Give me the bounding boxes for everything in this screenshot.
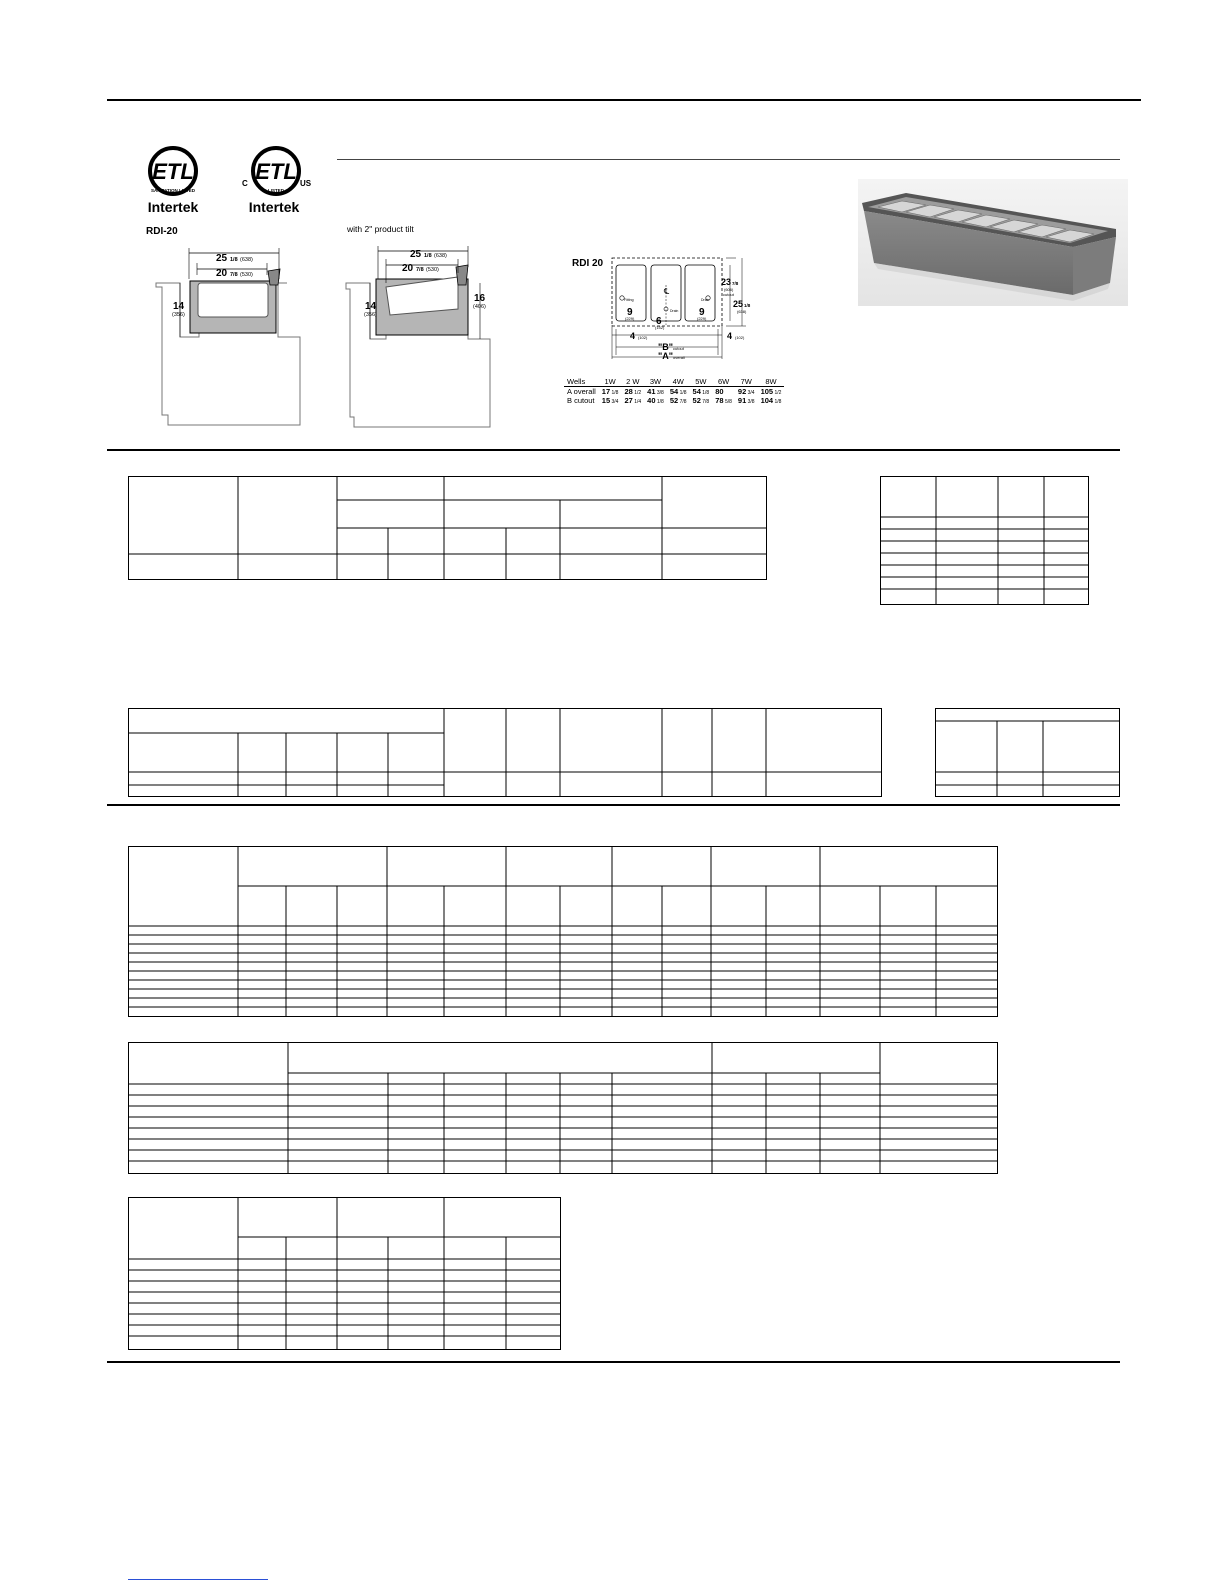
etl-sanitation-logo: [138, 145, 208, 215]
spec-table-4: [935, 708, 1120, 797]
svg-text:US: US: [300, 179, 312, 188]
svg-text:Drain: Drain: [670, 309, 679, 313]
svg-text:9: 9: [627, 307, 633, 318]
wells-value-fraction: 1/4: [632, 399, 642, 405]
svg-text:℄: ℄: [664, 287, 670, 296]
svg-text:ETL: ETL: [152, 159, 194, 184]
wells-value-whole: 17: [601, 387, 611, 396]
wells-value-cell: [667, 387, 690, 397]
drawing-left-model: RDI-20: [146, 226, 178, 237]
wells-value-whole: 52: [692, 396, 701, 405]
wells-value-cell: [758, 387, 785, 397]
product-photo: [858, 179, 1128, 306]
svg-text:7/8: 7/8: [732, 281, 739, 286]
wells-value-fraction: 5/8: [723, 399, 732, 405]
svg-text:(102): (102): [735, 335, 745, 340]
svg-text:7/8: 7/8: [230, 272, 238, 278]
wells-value-whole: 27: [624, 396, 633, 405]
top-rule: [107, 99, 1141, 101]
wells-value-fraction: 3/8: [655, 390, 664, 396]
svg-text:(229): (229): [625, 316, 635, 321]
wells-value-whole: 91: [737, 396, 747, 405]
wells-value-cell: [758, 396, 785, 405]
svg-text:(406): (406): [473, 304, 486, 310]
wells-value-whole: 105: [760, 387, 774, 396]
svg-text:(356): (356): [172, 312, 185, 318]
svg-text:16: 16: [474, 293, 486, 304]
svg-text:(530): (530): [240, 272, 253, 278]
etl-listed-icon: [234, 145, 324, 217]
spec-table-1: [128, 476, 767, 580]
wells-header-cell: 2 W: [621, 377, 644, 387]
wells-value-cell: [599, 396, 622, 405]
svg-text:25: 25: [216, 253, 228, 264]
wells-value-cell: [599, 387, 622, 397]
svg-text:23: 23: [721, 277, 732, 287]
wells-value-cell: [621, 387, 644, 397]
plan-view-model: RDI 20: [572, 258, 604, 269]
svg-text:6: 6: [656, 316, 662, 327]
svg-text:C: C: [242, 179, 248, 188]
wells-value-whole: 40: [647, 396, 656, 405]
wells-value-fraction: 3/4: [610, 399, 619, 405]
wells-value-fraction: 7/8: [700, 399, 710, 405]
wells-header-cell: 3W: [644, 377, 667, 387]
wells-value-cell: [644, 396, 667, 405]
wells-value-fraction: 1/8: [655, 399, 664, 405]
wells-row: [564, 387, 784, 397]
svg-text:SANITATION LISTED: SANITATION LISTED: [150, 188, 196, 193]
wells-value-whole: 15: [601, 396, 611, 405]
wells-value-cell: [690, 396, 713, 405]
wells-value-fraction: 1/2: [773, 390, 782, 396]
wells-value-fraction: 3/8: [746, 399, 755, 405]
svg-text:"B": "B": [658, 342, 674, 352]
svg-text:(102): (102): [638, 335, 648, 340]
section-rule-1: [107, 449, 1120, 451]
svg-text:LISTED: LISTED: [267, 188, 285, 193]
wells-row-label: B cutout: [567, 396, 595, 405]
svg-text:(606): (606): [724, 287, 734, 292]
svg-text:9: 9: [699, 307, 705, 318]
svg-text:(530): (530): [426, 267, 439, 273]
svg-text:14: 14: [365, 301, 377, 312]
wells-value-cell: [712, 396, 735, 405]
svg-text:20: 20: [216, 268, 228, 279]
wells-header-cell: 8W: [758, 377, 785, 387]
svg-text:overall: overall: [673, 355, 685, 360]
drawing-mid-caption: with 2" product tilt: [347, 224, 414, 234]
spec-table-6: [128, 1042, 999, 1175]
wells-row: [564, 396, 784, 405]
footer-link[interactable]: [128, 1579, 268, 1580]
cross-section-tilt-drawing: [340, 243, 500, 430]
wells-value-fraction: 1/8: [700, 390, 710, 396]
wells-value-fraction: 1/8: [773, 399, 782, 405]
wells-row-label: A overall: [567, 387, 596, 396]
svg-text:1/8: 1/8: [744, 303, 751, 308]
spec-table-2: [880, 476, 1090, 605]
svg-text:20: 20: [402, 263, 414, 274]
wells-value-cell: [644, 387, 667, 397]
wells-value-whole: 78: [715, 396, 724, 405]
wells-value-whole: 54: [669, 387, 679, 396]
wells-value-whole: 104: [760, 396, 774, 405]
svg-text:4: 4: [630, 331, 636, 341]
wells-header-label: Wells: [564, 377, 599, 387]
svg-text:cutout: cutout: [723, 292, 734, 297]
svg-text:cutout: cutout: [673, 346, 684, 351]
etl-listed-logo: [234, 145, 324, 217]
plan-view-drawing: [600, 255, 760, 365]
wells-value-cell: [621, 396, 644, 405]
wells-value-fraction: 1/2: [632, 390, 642, 396]
wells-value-fraction: 1/8: [610, 390, 619, 396]
wells-value-whole: 54: [692, 387, 701, 396]
wells-value-whole: 41: [647, 387, 656, 396]
svg-text:4: 4: [727, 331, 733, 341]
wells-value-cell: [735, 387, 758, 397]
spec-table-7: [128, 1197, 562, 1351]
wells-header-cell: 5W: [690, 377, 713, 387]
section-rule-3: [107, 1361, 1120, 1363]
svg-text:Intertek: Intertek: [147, 199, 199, 215]
svg-text:1/8: 1/8: [424, 253, 432, 259]
wells-dimension-table: [564, 377, 784, 405]
wells-value-whole: 92: [737, 387, 747, 396]
wells-value-cell: [690, 387, 713, 397]
wells-value-fraction: 1/8: [678, 390, 687, 396]
svg-text:(638): (638): [240, 257, 253, 263]
svg-text:25: 25: [410, 249, 422, 260]
spec-table-5: [128, 846, 999, 1018]
svg-text:7/8: 7/8: [416, 267, 424, 273]
wells-value-whole: 28: [624, 387, 633, 396]
wells-header-cell: 7W: [735, 377, 758, 387]
wells-value-cell: [735, 396, 758, 405]
wells-value-whole: 80: [715, 387, 724, 396]
svg-text:(638): (638): [737, 309, 747, 314]
svg-text:(152): (152): [655, 325, 665, 330]
svg-text:14: 14: [173, 301, 185, 312]
wells-header-cell: 4W: [667, 377, 690, 387]
svg-text:1/8: 1/8: [230, 257, 238, 263]
svg-text:Fitting: Fitting: [624, 298, 634, 302]
section-rule-top: [337, 159, 1120, 160]
wells-header-cell: 6W: [712, 377, 735, 387]
wells-value-fraction: 3/4: [746, 390, 755, 396]
wells-value-cell: [712, 387, 735, 397]
svg-text:Drain: Drain: [701, 298, 710, 302]
wells-header-row: [564, 377, 784, 387]
wells-header-cell: 1W: [599, 377, 622, 387]
etl-sanitation-icon: [138, 145, 208, 217]
section-rule-2: [107, 804, 1120, 806]
spec-table-3: [128, 708, 882, 797]
svg-text:(229): (229): [697, 316, 707, 321]
svg-text:ETL: ETL: [255, 159, 297, 184]
cross-section-drawing: [150, 245, 310, 430]
svg-text:25: 25: [733, 299, 744, 309]
wells-value-cell: [667, 396, 690, 405]
wells-value-whole: 52: [669, 396, 679, 405]
svg-text:"A": "A": [658, 351, 674, 361]
svg-text:Intertek: Intertek: [248, 199, 300, 215]
svg-text:(356): (356): [364, 312, 377, 318]
svg-text:(638): (638): [434, 253, 447, 259]
wells-value-fraction: 7/8: [678, 399, 687, 405]
